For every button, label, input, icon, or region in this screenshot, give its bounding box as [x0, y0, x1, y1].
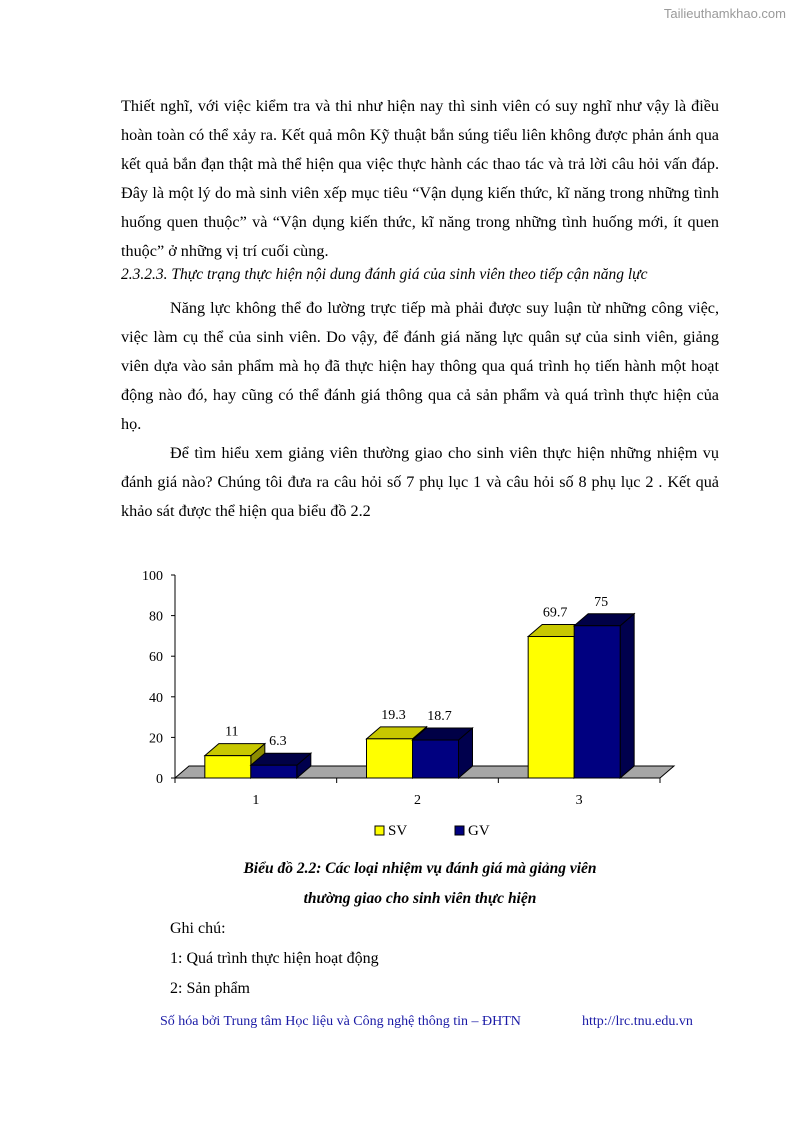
note-item: 2: Sản phẩm	[170, 980, 250, 997]
legend-label: SV	[388, 823, 408, 839]
chart-caption-line-1: Biểu đồ 2.2: Các loại nhiệm vụ đánh giá mà giảng viên	[243, 860, 597, 877]
bar-sv	[205, 756, 251, 778]
data-label: 69.7	[542, 605, 568, 621]
section-heading: 2.3.2.3. Thực trạng thực hiện nội dung đánh giá của sinh viên theo tiếp cận năng lực	[121, 266, 648, 283]
x-tick-label: 3	[575, 793, 583, 808]
watermark: Tailieuthamkhao.com	[663, 6, 786, 21]
bar-sv	[528, 637, 574, 778]
bar-gv	[413, 740, 459, 778]
data-label: 75	[594, 594, 609, 610]
note-item: 1: Quá trình thực hiện hoạt động	[170, 950, 379, 967]
bar-gv	[251, 765, 297, 778]
y-tick-label: 80	[149, 609, 163, 625]
data-label: 18.7	[427, 709, 452, 725]
chart-caption-line-2: thường giao cho sinh viên thực hiện	[303, 890, 537, 907]
footer-link[interactable]: http://lrc.tnu.edu.vn	[582, 1014, 693, 1029]
bar-chart	[120, 560, 700, 860]
legend-swatch	[455, 826, 464, 835]
data-label: 6.3	[269, 734, 287, 750]
footer-credit: Số hóa bởi Trung tâm Học liệu và Công nghệ thông tin – ĐHTN	[160, 1014, 521, 1029]
x-tick-label: 1	[252, 793, 260, 808]
data-label: 11	[225, 724, 239, 740]
bar-side	[620, 614, 634, 778]
legend-label: GV	[468, 823, 490, 839]
bar-sv	[367, 739, 413, 778]
paragraph-1: Thiết nghĩ, với việc kiểm tra và thi như hiện nay thì sinh viên có suy nghĩ như vậy là điều hoàn toàn có thể xảy ra. Kết quả môn Kỹ thuật bắn súng tiểu liên không được phản ánh qua kết quả bắn đạn thật mà thể hiện qua việc thực hành các thao tác và trả lời câu hỏi vấn đáp. Đây là một lý do mà sinh viên xếp mục tiêu “Vận dụng kiến thức, kĩ năng trong những tình huống quen thuộc” và “Vận dụng kiến thức, kĩ năng trong những tình huống mới, ít quen thuộc” ở những vị trí cuối cùng.	[121, 97, 719, 260]
paragraph-3: Để tìm hiểu xem giảng viên thường giao cho sinh viên thực hiện những nhiệm vụ đánh giá nào? Chúng tôi đưa ra câu hỏi số 7 phụ lục 1 và câu hỏi số 8 phụ lục 2 . Kết quả khảo sát được thể hiện qua biểu đồ 2.2	[121, 444, 719, 520]
y-tick-label: 40	[149, 690, 163, 706]
y-tick-label: 0	[156, 772, 163, 787]
bar-gv	[574, 626, 620, 778]
data-label: 19.3	[381, 707, 406, 723]
notes-title: Ghi chú:	[170, 920, 226, 937]
x-tick-label: 2	[414, 793, 421, 808]
y-tick-label: 20	[149, 731, 163, 747]
y-tick-label: 60	[149, 650, 163, 666]
y-tick-label: 100	[142, 569, 163, 584]
paragraph-2: Năng lực không thể đo lường trực tiếp mà phải được suy luận từ những công việc, việc làm cụ thể của sinh viên. Do vậy, để đánh giá năng lực quân sự của sinh viên, giảng viên dựa vào sản phẩm mà họ đã thực hiện hay thông qua quá trình họ tiến hành một hoạt động nào đó, hay cũng có thể đánh giá thông qua cả sản phẩm và quá trình thực hiện của họ.	[121, 299, 719, 433]
legend-swatch	[375, 826, 384, 835]
